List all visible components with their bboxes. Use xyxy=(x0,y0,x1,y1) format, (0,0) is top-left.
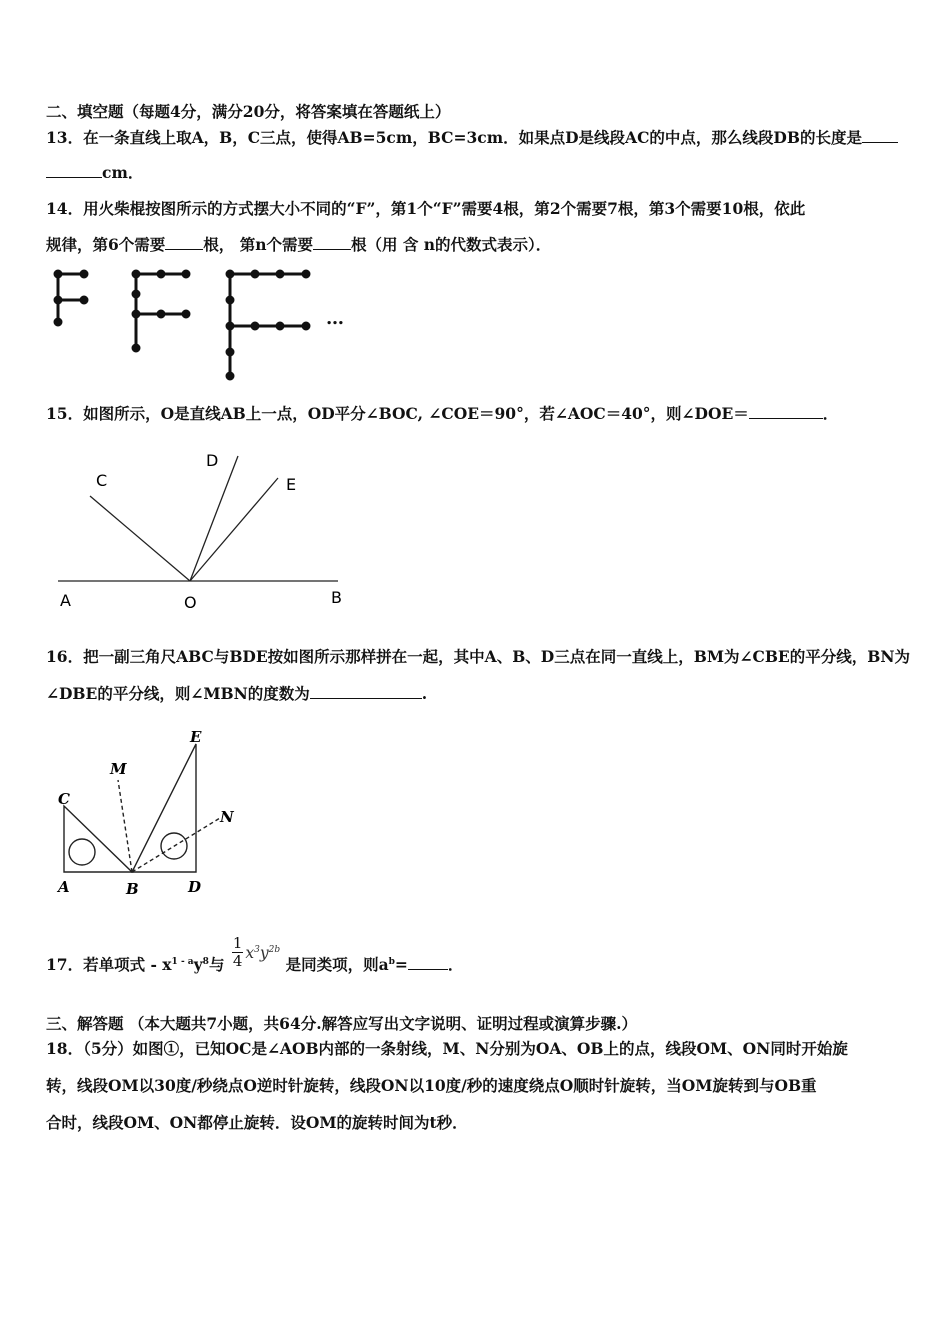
q18-line2: 转，线段OM以30度/秒绕点O逆时针旋转，线段ON以10度/秒的速度绕点O顺时针旋转，当OM旋转到与OB重 xyxy=(46,1076,817,1095)
q15-text: 15．如图所示，O是直线AB上一点，OD平分∠BOC, ∠COE＝90°，若∠AOC＝40°，则∠DOE＝ xyxy=(46,404,749,423)
q17-eq: = xyxy=(394,955,408,975)
q14-text-a: 规律，第6个需要 xyxy=(46,235,166,254)
label-d: D xyxy=(188,878,202,896)
q17-mid: 是同类项，则a xyxy=(285,955,389,975)
q17-end: ． xyxy=(447,955,464,975)
label-e: E xyxy=(286,475,297,494)
label-n: N xyxy=(220,808,234,826)
q17-exp2: 8 xyxy=(202,957,209,967)
q17-exp3: 3 xyxy=(254,945,260,955)
q13-text: 13．在一条直线上取A，B，C三点，使得AB=5cm，BC=3cm．如果点D是线段AC的中点，那么线段DB的长度是 xyxy=(46,128,862,147)
q17-exp1: 1 - a xyxy=(171,957,194,967)
q14-matchstick-figure xyxy=(40,262,360,384)
q17-y2: y xyxy=(259,944,269,963)
q17-blank xyxy=(408,955,448,970)
section-2-heading: 二、填空题（每题4分，满分20分，将答案填在答题纸上） xyxy=(46,102,451,121)
label-d: D xyxy=(206,451,219,470)
q17-fraction xyxy=(232,935,244,970)
q14-text-c: 根（用 含 n的代数式表示）． xyxy=(350,235,552,254)
q15-line xyxy=(46,404,908,424)
q17-with: 与 xyxy=(208,955,225,975)
ray-oc xyxy=(90,496,190,581)
q14-text-b: 根， 第n个需要 xyxy=(203,235,313,254)
q16-text: ∠DBE的平分线，则∠MBN的度数为 xyxy=(46,684,310,703)
label-e: E xyxy=(190,728,202,746)
q15-blank xyxy=(749,404,823,419)
q16-line2 xyxy=(46,684,908,704)
label-o: O xyxy=(184,593,197,612)
label-a: A xyxy=(58,878,70,896)
label-m: M xyxy=(110,760,127,778)
label-b: B xyxy=(331,588,342,607)
q17-x: x xyxy=(245,944,255,963)
q16-blank xyxy=(310,684,422,699)
q17-line xyxy=(46,933,908,984)
q16-line1: 16．把一副三角尺ABC与BDE按如图所示那样拼在一起，其中A、B、D三点在同一直线上，BM为∠CBE的平分线，BN为 xyxy=(46,647,911,666)
q16-triangle-figure xyxy=(50,722,250,902)
label-a: A xyxy=(60,591,71,610)
q16-end: . xyxy=(421,684,428,703)
q14-blank-2 xyxy=(313,235,351,250)
q17-y: y xyxy=(193,955,203,975)
q14-line2 xyxy=(46,235,908,255)
q17-frac-den: 4 xyxy=(232,951,243,970)
bisector-bm xyxy=(118,780,132,872)
q13-blank-part2 xyxy=(46,163,102,178)
q13-line2 xyxy=(46,163,908,183)
q15-angle-figure xyxy=(50,446,360,618)
section-3-heading: 三、解答题 （本大题共7小题，共64分.解答应写出文字说明、证明过程或演算步骤.） xyxy=(46,1014,638,1033)
q18-line1: 18．（5分）如图①，已知OC是∠AOB内部的一条射线，M、N分别为OA、OB上的点，线段OM、ON同时开始旋 xyxy=(46,1039,848,1058)
q14-line1: 14．用火柴棍按图所示的方式摆大小不同的“F”，第1个“F”需要4根，第2个需要7根，第3个需要10根，依此 xyxy=(46,199,806,218)
ray-od xyxy=(190,456,238,581)
q17-frac-num: 1 xyxy=(232,933,243,952)
label-b: B xyxy=(126,880,139,898)
triangle-abc-hole xyxy=(69,839,95,865)
q18-line3: 合时，线段OM、ON都停止旋转．设OM的旋转时间为t秒． xyxy=(46,1113,468,1132)
q17-exp4: 2b xyxy=(268,945,281,955)
q13-line1 xyxy=(46,128,908,148)
label-c: C xyxy=(96,471,108,490)
q14-blank-1 xyxy=(165,235,203,250)
q17-prefix: 17．若单项式 - x xyxy=(46,955,172,975)
q13-blank-part1 xyxy=(862,128,898,143)
q15-end: ． xyxy=(822,404,839,423)
ray-oe xyxy=(190,478,278,581)
q14-ellipsis: … xyxy=(326,308,344,329)
label-c: C xyxy=(58,790,70,808)
q13-unit: cm． xyxy=(102,163,144,182)
q17-exp5: b xyxy=(388,957,395,967)
